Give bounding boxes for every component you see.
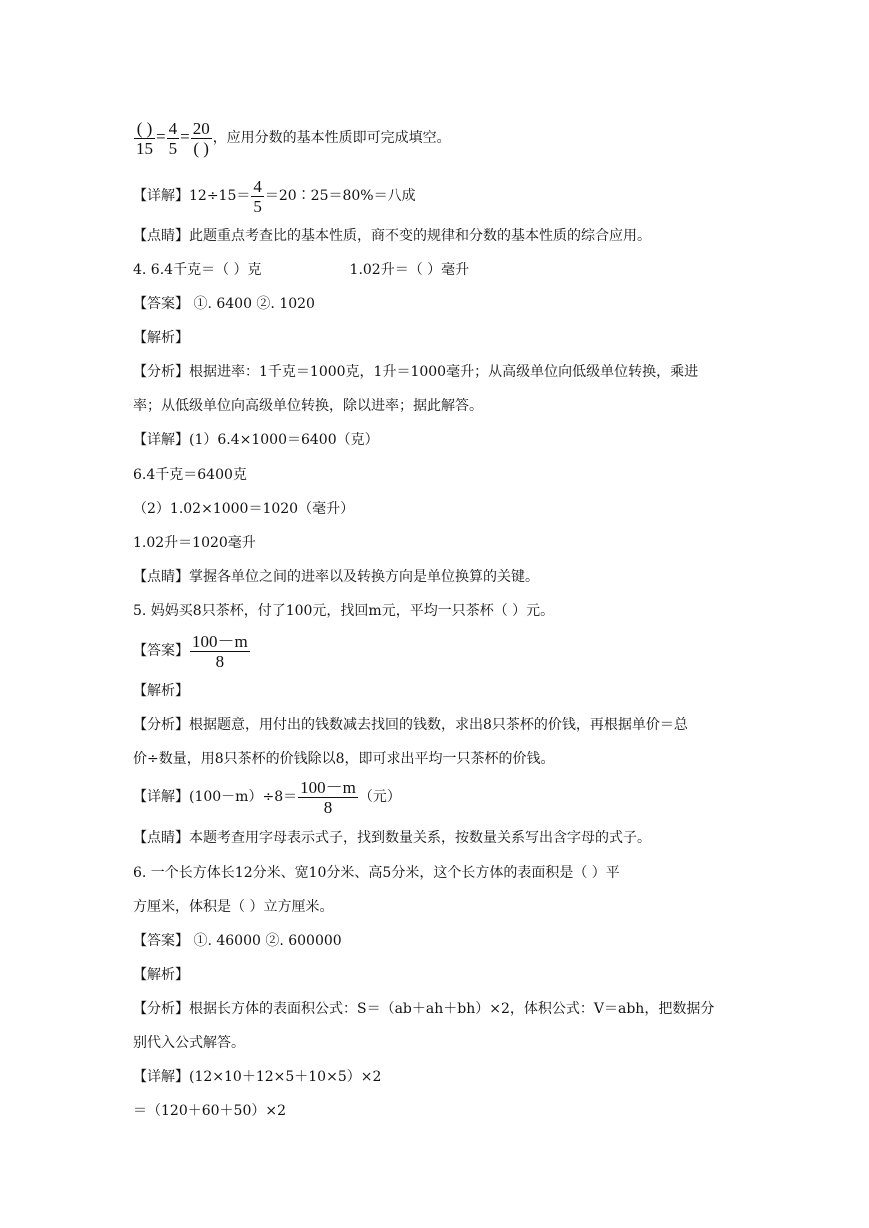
q5-fenxi-2: 价÷数量，用8只茶杯的价钱除以8，即可求出平均一只茶杯的价钱。 [133, 751, 555, 767]
fraction-100-minus-m-over-8-detail: $\frac{100-m}{8}$ [300, 777, 356, 817]
q4-xiangjie-4: 1.02升＝1020毫升 [133, 535, 256, 551]
fraction-100-minus-m-over-8: $\frac{100-m}{8}$ [192, 631, 248, 671]
question-6-line-1: 6. 一个长方体长12分米、宽10分米、高5分米，这个长方体的表面积是（ ）平 [133, 865, 620, 881]
q4-xiangjie-1: 【详解】(1）6.4×1000＝6400（克） [133, 432, 379, 448]
fraction-blank-over-15: $\frac{( )}{15}$ [136, 118, 153, 158]
q4-dianjing: 【点睛】掌握各单位之间的进率以及转换方向是单位换算的关键。 [133, 569, 539, 585]
q6-xiangjie-1: 【详解】(12×10＋12×5＋10×5）×2 [133, 1069, 382, 1085]
question-5: 5. 妈妈买8只茶杯，付了100元，找回m元，平均一只茶杯（ ）元。 [133, 603, 555, 619]
q5-answer: 【答案】 $\frac{100-m}{8}$ [133, 631, 248, 671]
q5-jiexi: 【解析】 [133, 683, 189, 699]
fraction-4-over-5: $\frac{4}{5}$ [168, 118, 178, 158]
q4-xiangjie-3: （2）1.02×1000＝1020（毫升） [133, 501, 355, 517]
q5-xiangjie: 【详解】(100－m）÷8＝ $\frac{100-m}{8}$ （元） [133, 777, 401, 817]
q6-fenxi-2: 别代入公式解答。 [133, 1035, 245, 1051]
q4-fenxi-2: 率；从低级单位向高级单位转换，除以进率；据此解答。 [133, 398, 483, 414]
q4-xiangjie-2: 6.4千克＝6400克 [133, 467, 247, 483]
fraction-chain-line: $\frac{( )}{15}$ = $\frac{4}{5}$ = $\frac{20}{( )}$ ，应用分数的基本性质即可完成填空。 [136, 118, 451, 158]
fraction-4-over-5-detail: $\frac{4}{5}$ [253, 176, 262, 216]
fraction-20-over-blank: $\frac{20}{( )}$ [192, 118, 210, 158]
q6-answer: 【答案】 ①. 46000 ②. 600000 [133, 933, 342, 949]
q6-xiangjie-2: ＝（120＋60＋50）×2 [133, 1103, 286, 1119]
q6-fenxi-1: 【分析】根据长方体的表面积公式：S＝（ab＋ah＋bh）×2，体积公式：V＝abh，把数据分 [133, 1001, 715, 1017]
q5-fenxi-1: 【分析】根据题意，用付出的钱数减去找回的钱数，求出8只茶杯的价钱，再根据单价＝总 [133, 717, 688, 733]
q6-jiexi: 【解析】 [133, 967, 189, 983]
q4-answer: 【答案】 ①. 6400 ②. 1020 [133, 296, 315, 312]
dianjing-line-1: 【点睛】此题重点考查比的基本性质，商不变的规律和分数的基本性质的综合应用。 [133, 228, 651, 244]
question-6-line-2: 方厘米，体积是（ ）立方厘米。 [133, 899, 334, 915]
question-4: 4. 6.4千克＝（ ）克 1.02升＝（ ）毫升 [133, 262, 470, 278]
q4-jiexi: 【解析】 [133, 330, 189, 346]
detail-line-ratio: 【详解】12÷15＝ $\frac{4}{5}$ ＝20∶25＝80%＝八成 [133, 176, 416, 216]
q5-dianjing: 【点睛】本题考查用字母表示式子，找到数量关系，按数量关系写出含字母的式子。 [133, 830, 651, 846]
q4-fenxi-1: 【分析】根据进率：1千克＝1000克，1升＝1000毫升；从高级单位向低级单位转换，乘进 [133, 364, 699, 380]
